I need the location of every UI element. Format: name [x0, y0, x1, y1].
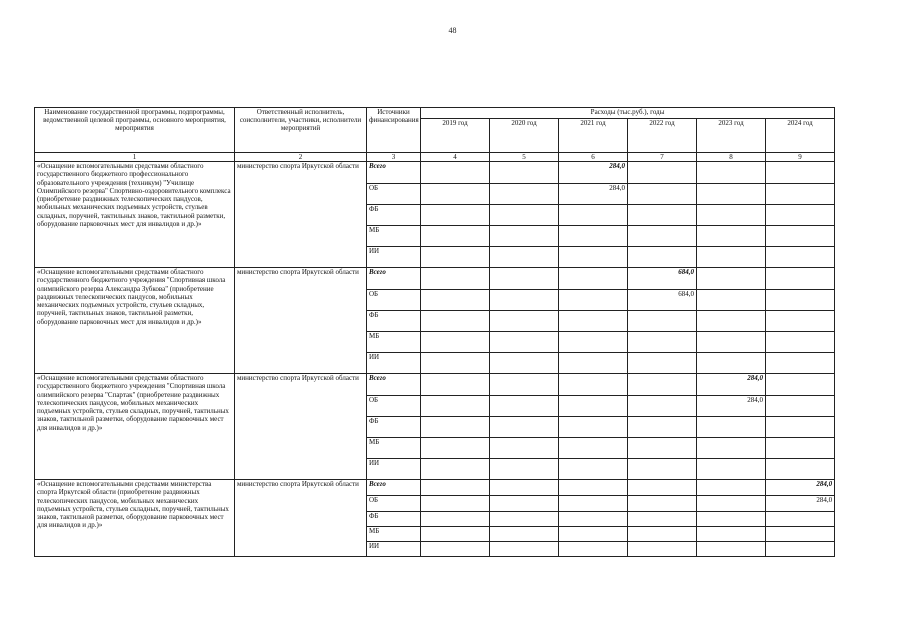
header-year-2020: 2020 год [490, 119, 559, 153]
expense-2024 [766, 353, 835, 374]
column-number: 3 [367, 153, 421, 162]
expense-2023 [697, 512, 766, 527]
expense-2024: 284,0 [766, 480, 835, 496]
expense-2020 [490, 542, 559, 557]
expense-2020 [490, 332, 559, 353]
expense-2019 [421, 311, 490, 332]
expense-2024 [766, 459, 835, 480]
header-year-2022: 2022 год [628, 119, 697, 153]
expense-2022 [628, 374, 697, 396]
expense-2024 [766, 247, 835, 268]
funding-source: ФБ [367, 512, 421, 527]
expense-2019 [421, 527, 490, 542]
expense-2020 [490, 226, 559, 247]
expense-2023 [697, 226, 766, 247]
expense-2022 [628, 459, 697, 480]
expense-2020 [490, 290, 559, 311]
expense-2022 [628, 480, 697, 496]
funding-source: ОБ [367, 290, 421, 311]
funding-source: ИИ [367, 459, 421, 480]
funding-source: МБ [367, 438, 421, 459]
funding-source: ИИ [367, 542, 421, 557]
expense-2022 [628, 438, 697, 459]
expense-2020 [490, 247, 559, 268]
expense-2023 [697, 527, 766, 542]
expense-2020 [490, 496, 559, 512]
expense-2020 [490, 268, 559, 290]
expense-2024 [766, 417, 835, 438]
expense-2021 [559, 417, 628, 438]
measure-name: «Оснащение вспомогательными средствами областного государственного бюджетного учреждения "Спортивная школа олимпийского резерва "Спартак" (приобретение раздвижных телескопических пандусов, мобильных механических подъемных устройств, стульев складных, поручней, тактильных знаков, тактильной разметки, оборудование парковочных мест для инвалидов и др.)» [35, 374, 235, 480]
expense-2024 [766, 396, 835, 417]
expense-2021 [559, 290, 628, 311]
expense-2020 [490, 205, 559, 226]
expense-2020 [490, 162, 559, 184]
expense-2023 [697, 205, 766, 226]
expense-2022 [628, 417, 697, 438]
funding-source: ИИ [367, 247, 421, 268]
header-responsible: Ответственный исполнитель, соисполнители, участники, исполнители мероприятий [235, 108, 367, 153]
table-row [35, 480, 835, 496]
header-year-2023: 2023 год [697, 119, 766, 153]
expense-2023 [697, 353, 766, 374]
expense-2021 [559, 353, 628, 374]
measure-name: «Оснащение вспомогательными средствами областного государственного бюджетного профессионального образовательного учреждения (техникум) "Училище Олимпийского резерва" Спортивно-оздоровительного комплекса (приобретение раздвижных телескопических пандусов, мобильных механических подъемных устройств, стульев складных, поручней, тактильных знаков, тактильной разметки, оборудование парковочных мест для инвалидов и др.)» [35, 162, 235, 268]
expense-2023 [697, 438, 766, 459]
expense-2019 [421, 226, 490, 247]
expense-2022 [628, 353, 697, 374]
expense-2020 [490, 396, 559, 417]
expense-2021 [559, 527, 628, 542]
measure-name: «Оснащение вспомогательными средствами министерства спорта Иркутской области (приобретение раздвижных телескопических пандусов, мобильных механических подъемных устройств, стульев складных, поручней, тактильных знаков, тактильной разметки, оборудование парковочных мест для инвалидов и др.)» [35, 480, 235, 557]
expense-2024: 284,0 [766, 496, 835, 512]
expense-2019 [421, 496, 490, 512]
funding-source: ФБ [367, 205, 421, 226]
funding-source: Всего [367, 162, 421, 184]
expense-2024 [766, 268, 835, 290]
expense-2022 [628, 247, 697, 268]
expense-2021 [559, 438, 628, 459]
expense-2023 [697, 290, 766, 311]
expense-2023 [697, 542, 766, 557]
header-year-2021: 2021 год [559, 119, 628, 153]
expense-2019 [421, 268, 490, 290]
expense-2024 [766, 226, 835, 247]
expense-2022 [628, 184, 697, 205]
expense-2023: 284,0 [697, 374, 766, 396]
column-number: 1 [35, 153, 235, 162]
expense-2021 [559, 542, 628, 557]
expense-2021 [559, 374, 628, 396]
column-number: 2 [235, 153, 367, 162]
funding-source: МБ [367, 226, 421, 247]
expense-2021 [559, 332, 628, 353]
expense-2019 [421, 396, 490, 417]
expense-2024 [766, 290, 835, 311]
expense-2023: 284,0 [697, 396, 766, 417]
expense-2021 [559, 480, 628, 496]
expense-2021: 284,0 [559, 162, 628, 184]
column-number: 4 [421, 153, 490, 162]
expense-2021 [559, 311, 628, 332]
expense-2020 [490, 480, 559, 496]
column-number: 5 [490, 153, 559, 162]
expense-2022 [628, 311, 697, 332]
table-row [35, 162, 835, 184]
funding-source: ОБ [367, 496, 421, 512]
funding-source: МБ [367, 332, 421, 353]
measure-name: «Оснащение вспомогательными средствами областного государственного бюджетного учреждения "Спортивная школа олимпийского резерва Александра Зубкова" (приобретение раздвижных телескопических пандусов, мобильных механических подъемных устройств, стульев складных, поручней, тактильных знаков, тактильной разметки, оборудование парковочных мест для инвалидов и др.)» [35, 268, 235, 374]
funding-source: Всего [367, 374, 421, 396]
expense-2024 [766, 542, 835, 557]
header-sources: Источники финансирования [367, 108, 421, 153]
table-body [35, 162, 835, 557]
expense-2019 [421, 417, 490, 438]
expense-2019 [421, 205, 490, 226]
expense-2021: 284,0 [559, 184, 628, 205]
expense-2023 [697, 268, 766, 290]
expense-2020 [490, 417, 559, 438]
responsible-executor: министерство спорта Иркутской области [235, 268, 367, 374]
responsible-executor: министерство спорта Иркутской области [235, 374, 367, 480]
funding-source: ФБ [367, 311, 421, 332]
funding-source: ИИ [367, 353, 421, 374]
column-number-row [35, 153, 835, 162]
expense-2021 [559, 226, 628, 247]
expense-2024 [766, 374, 835, 396]
funding-source: Всего [367, 480, 421, 496]
funding-source: ОБ [367, 396, 421, 417]
expense-2019 [421, 290, 490, 311]
expense-2022 [628, 396, 697, 417]
expense-2022 [628, 496, 697, 512]
expense-2023 [697, 184, 766, 205]
header-row-1 [35, 108, 835, 119]
expense-2022 [628, 226, 697, 247]
funding-source: ФБ [367, 417, 421, 438]
expense-2021 [559, 459, 628, 480]
expense-2022: 684,0 [628, 268, 697, 290]
expense-2020 [490, 311, 559, 332]
expense-2024 [766, 438, 835, 459]
expense-2021 [559, 496, 628, 512]
column-number: 9 [766, 153, 835, 162]
expense-2024 [766, 332, 835, 353]
expense-2023 [697, 480, 766, 496]
expense-2019 [421, 438, 490, 459]
responsible-executor: министерство спорта Иркутской области [235, 480, 367, 557]
expense-2023 [697, 162, 766, 184]
expense-2019 [421, 512, 490, 527]
expense-2022 [628, 162, 697, 184]
expense-2022 [628, 332, 697, 353]
expense-2020 [490, 353, 559, 374]
expense-2023 [697, 247, 766, 268]
expense-2024 [766, 527, 835, 542]
expense-2022: 684,0 [628, 290, 697, 311]
expense-2019 [421, 374, 490, 396]
header-name: Наименование государственной программы, подпрограммы, ведомственной целевой программы, основного мероприятия, мероприятия [35, 108, 235, 153]
expense-2020 [490, 438, 559, 459]
expense-2019 [421, 542, 490, 557]
table-row [35, 374, 835, 396]
expense-2024 [766, 205, 835, 226]
funding-source: МБ [367, 527, 421, 542]
expense-2019 [421, 162, 490, 184]
expense-2019 [421, 247, 490, 268]
expense-2023 [697, 496, 766, 512]
funding-source: ОБ [367, 184, 421, 205]
column-number: 7 [628, 153, 697, 162]
expense-2022 [628, 205, 697, 226]
expense-2024 [766, 162, 835, 184]
expenses-table [34, 107, 835, 557]
expense-2021 [559, 268, 628, 290]
expense-2021 [559, 512, 628, 527]
header-expenses: Расходы (тыс.руб.), годы [421, 108, 835, 119]
expense-2020 [490, 527, 559, 542]
expense-2022 [628, 542, 697, 557]
expense-2019 [421, 332, 490, 353]
column-number: 6 [559, 153, 628, 162]
header-year-2019: 2019 год [421, 119, 490, 153]
expense-2019 [421, 184, 490, 205]
funding-source: Всего [367, 268, 421, 290]
expense-2024 [766, 512, 835, 527]
expense-2022 [628, 512, 697, 527]
expense-2019 [421, 459, 490, 480]
column-number: 8 [697, 153, 766, 162]
expense-2019 [421, 353, 490, 374]
expense-2020 [490, 512, 559, 527]
expense-2024 [766, 311, 835, 332]
responsible-executor: министерство спорта Иркутской области [235, 162, 367, 268]
expense-2023 [697, 459, 766, 480]
table-row [35, 268, 835, 290]
expense-2020 [490, 459, 559, 480]
expense-2023 [697, 311, 766, 332]
expense-2021 [559, 396, 628, 417]
expense-2022 [628, 527, 697, 542]
expense-2024 [766, 184, 835, 205]
expense-2021 [559, 247, 628, 268]
expense-2021 [559, 205, 628, 226]
expense-2023 [697, 332, 766, 353]
page-number: 48 [448, 26, 457, 35]
expense-2020 [490, 184, 559, 205]
header-year-2024: 2024 год [766, 119, 835, 153]
expense-2020 [490, 374, 559, 396]
expense-2019 [421, 480, 490, 496]
expense-2023 [697, 417, 766, 438]
